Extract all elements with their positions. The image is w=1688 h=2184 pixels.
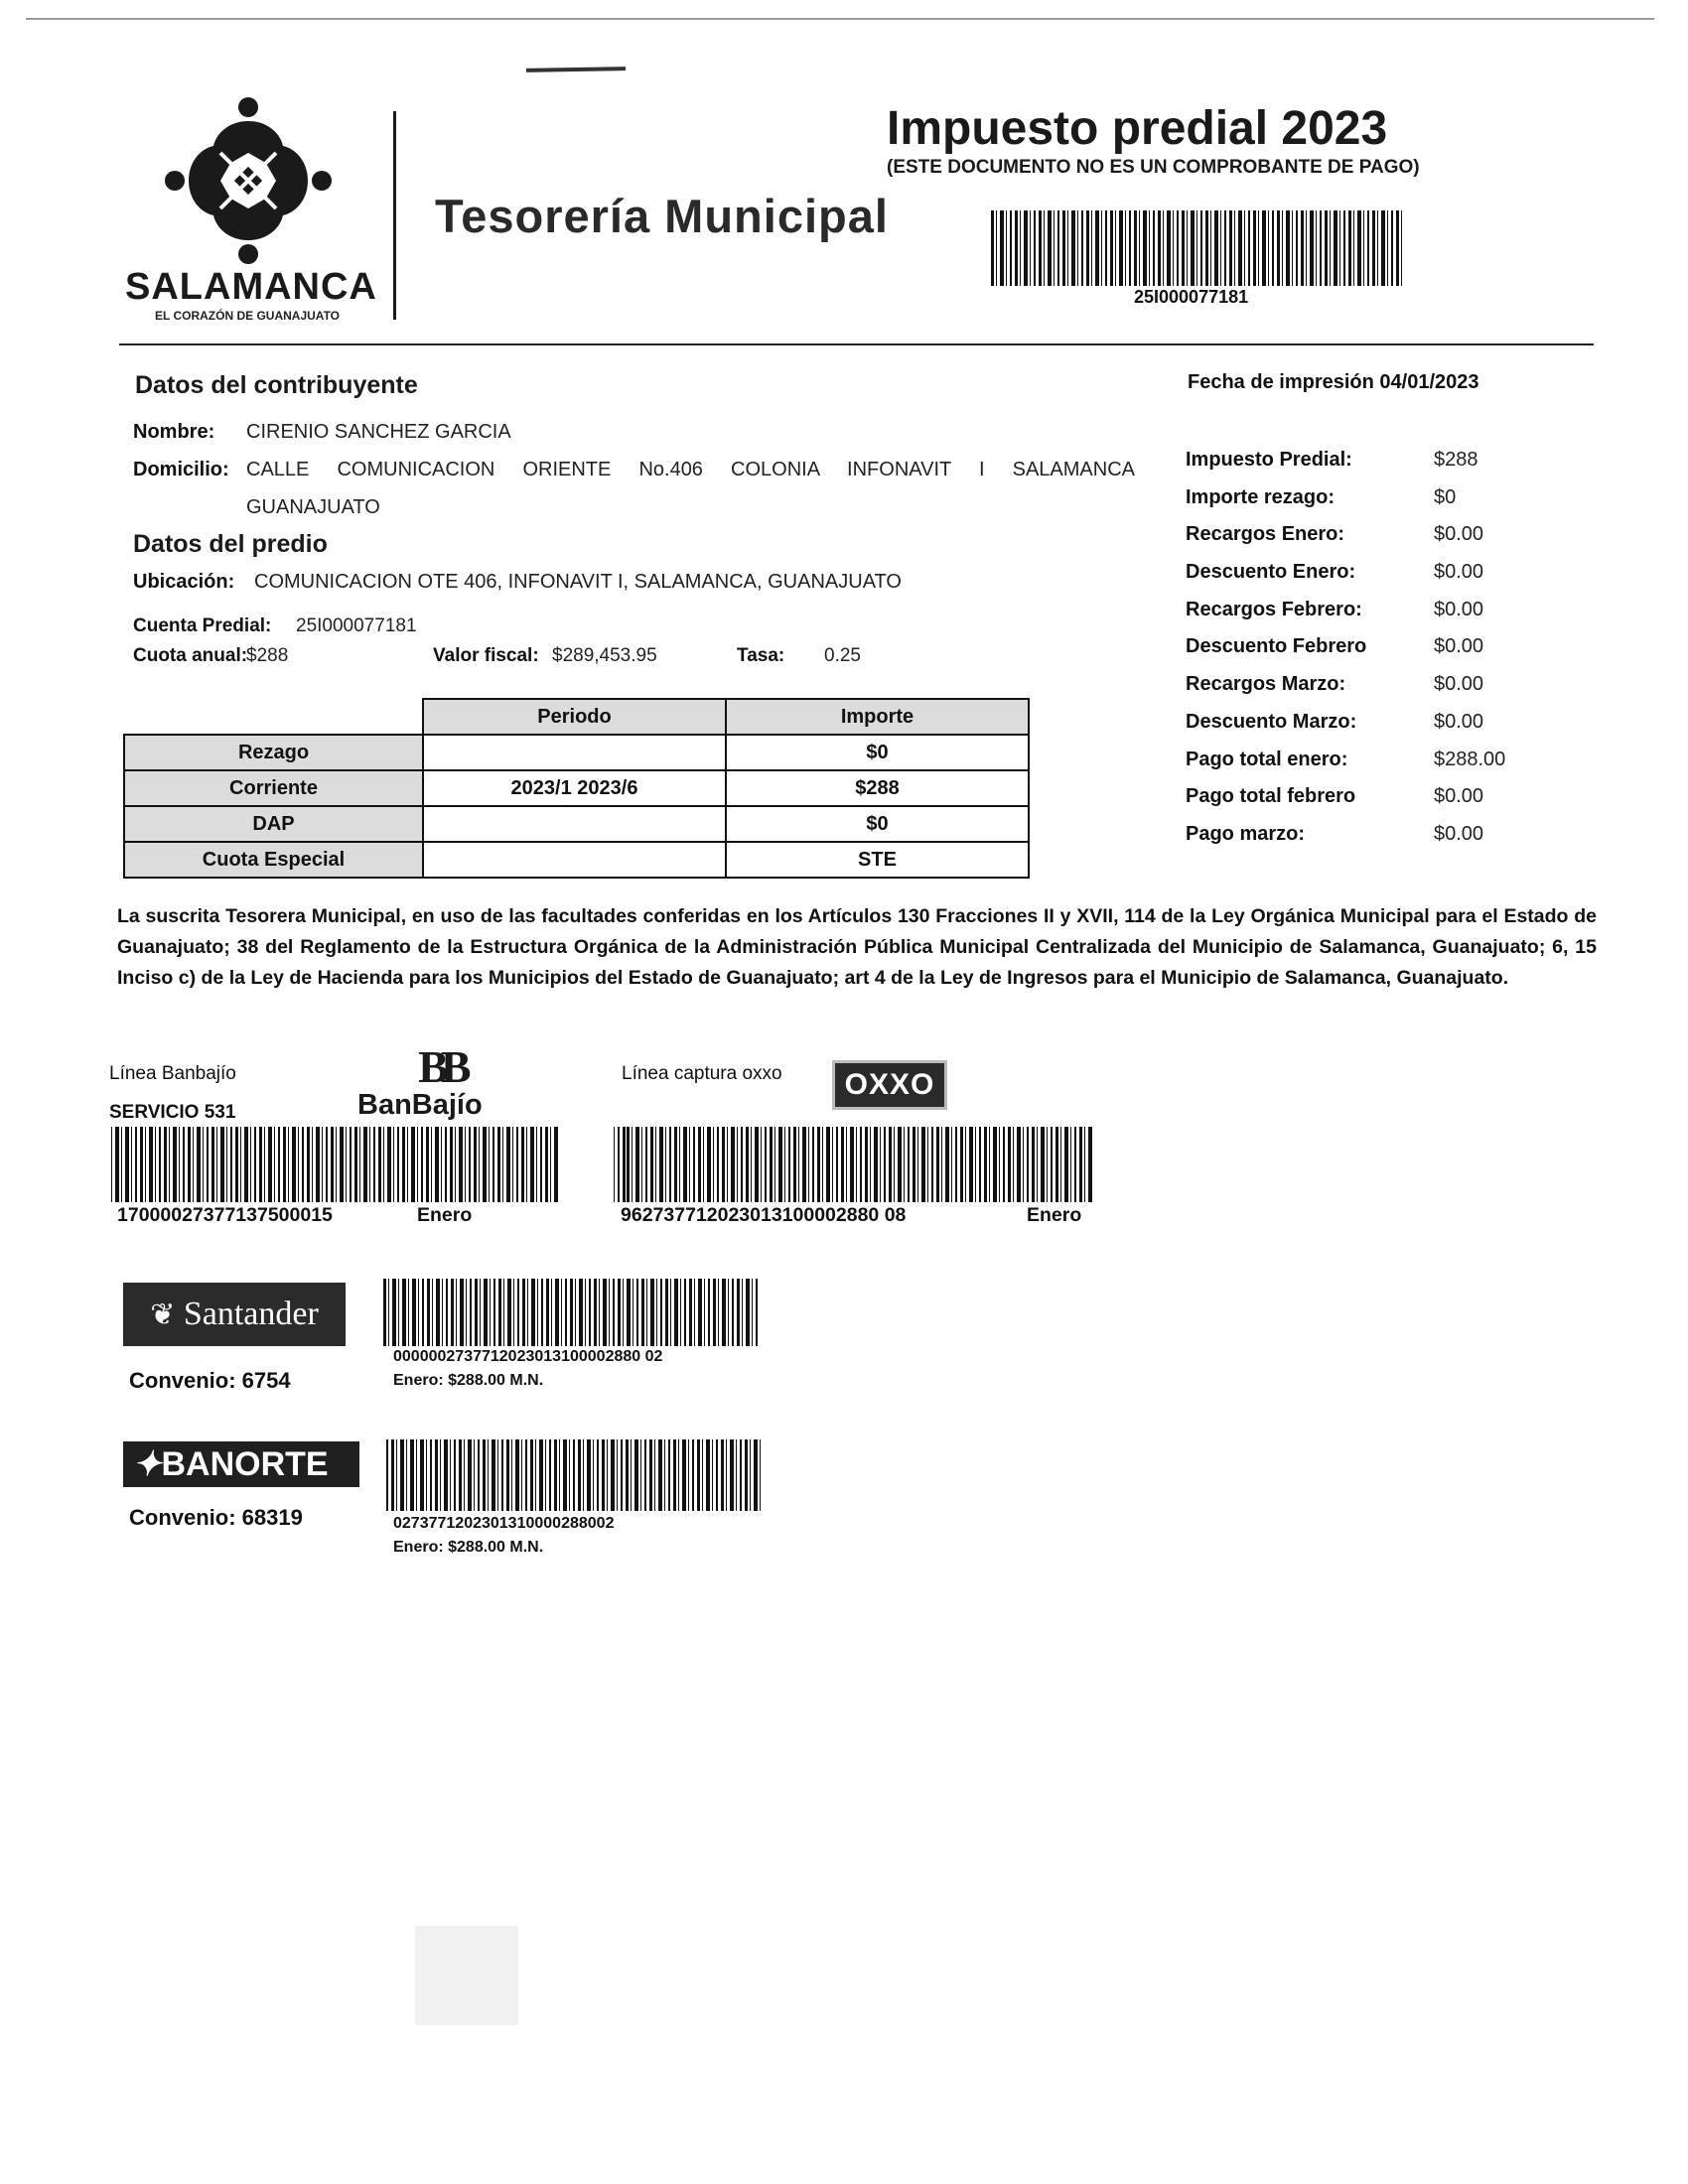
table-header-periodo: Periodo (423, 699, 726, 735)
predio-heading: Datos del predio (133, 530, 328, 558)
periodo-table (123, 698, 1030, 879)
city-name: SALAMANCA (125, 266, 377, 308)
account-barcode (991, 210, 1403, 286)
header-divider (393, 111, 396, 320)
resumen-value: $0 (1434, 485, 1457, 508)
city-subtitle: EL CORAZÓN DE GUANAJUATO (155, 309, 341, 323)
banorte-convenio: Convenio: 68319 (129, 1505, 303, 1530)
oxxo-label: Línea captura oxxo (622, 1063, 782, 1084)
resumen-item (1186, 599, 1583, 636)
resumen-item (1186, 523, 1583, 561)
table-row (124, 806, 1029, 842)
santander-logo-text: Santander (183, 1296, 319, 1332)
account-barcode-number: 25I000077181 (1134, 287, 1249, 307)
oxxo-number: 962737712023013100002880 08 (621, 1204, 907, 1226)
row-importe: $288 (726, 770, 1029, 806)
resumen-value: $0.00 (1434, 561, 1484, 584)
legal-text: La suscrita Tesorera Municipal, en uso de las facultades conferidas en los Artículos 130 Fracciones II y XVII, 114 de la Ley Orgánica Municipal para el Estado de Guanajuato; 38 del Reglamento de la Estructura Orgánica de la Administración Pública Municipal Centralizada del Municipio de Salamanca, Guanajuato; 6, 15 Inciso c) de la Ley de Hacienda para los Municipios del Estado de Guanajuato; art 4 de la Ley de Ingresos para el Municipio de Salamanca, Guanajuato. (117, 905, 1597, 989)
row-periodo (423, 842, 726, 878)
banorte-amount: Enero: $288.00 M.N. (393, 1539, 544, 1556)
oxxo-logo-icon: OXXO (832, 1060, 947, 1110)
resumen-label: Importe rezago: (1186, 485, 1336, 508)
cuenta-value: 25I000077181 (296, 615, 417, 636)
banbajio-servicio: SERVICIO 531 (109, 1102, 236, 1123)
resumen-item (1186, 785, 1583, 823)
resumen-value: $0.00 (1434, 523, 1484, 546)
document-title: Impuesto predial 2023 (887, 102, 1388, 155)
resumen-value: $0.00 (1434, 785, 1484, 808)
resumen-label: Pago marzo: (1186, 822, 1306, 845)
row-importe: $0 (726, 735, 1029, 770)
table-corner (124, 699, 423, 735)
resumen-label: Descuento Marzo: (1186, 710, 1357, 733)
tasa-value: 0.25 (824, 645, 861, 666)
row-importe: $0 (726, 806, 1029, 842)
scan-smudge (526, 67, 626, 72)
banbajio-label: Línea Banbajío (109, 1063, 236, 1084)
santander-convenio: Convenio: 6754 (129, 1368, 291, 1393)
row-periodo (423, 735, 726, 770)
document-subtitle: (ESTE DOCUMENTO NO ES UN COMPROBANTE DE PAGO) (887, 157, 1420, 178)
resumen-value: $288 (1434, 449, 1478, 471)
table-header-row (124, 699, 1029, 735)
resumen-label: Pago total enero: (1186, 748, 1348, 770)
header-rule (119, 343, 1594, 345)
valor-fiscal-label: Valor fiscal: (433, 645, 539, 666)
row-concepto: Corriente (124, 770, 423, 806)
cuota-value: $288 (246, 645, 289, 666)
table-row (124, 735, 1029, 770)
oxxo-month: Enero (1027, 1204, 1082, 1226)
resumen-item (1186, 635, 1583, 673)
resumen-value: $0.00 (1434, 673, 1484, 696)
scan-edge-line (26, 18, 1654, 20)
banorte-barcode (383, 1439, 761, 1511)
resumen-label: Pago total febrero (1186, 785, 1356, 808)
tasa-label: Tasa: (737, 645, 785, 666)
resumen-item (1186, 449, 1583, 486)
row-importe: STE (726, 842, 1029, 878)
banorte-logo-icon: ✦BANORTE (123, 1441, 359, 1487)
resumen-label: Recargos Marzo: (1186, 673, 1346, 696)
banbajio-month: Enero (417, 1204, 473, 1226)
resumen-value: $0.00 (1434, 822, 1484, 845)
banbajio-mark: BB (418, 1041, 464, 1092)
resumen-list (1186, 449, 1583, 861)
banbajio-logo-text: BanBajío (357, 1089, 483, 1121)
domicilio-value-line1: CALLE COMUNICACION ORIENTE No.406 COLONIA INFONAVIT I SALAMANCA (246, 459, 1135, 480)
row-concepto: Rezago (124, 735, 423, 770)
nombre-label: Nombre: (133, 421, 215, 443)
santander-logo-icon: ❦ Santander (123, 1283, 346, 1346)
santander-amount: Enero: $288.00 M.N. (393, 1372, 544, 1389)
resumen-value: $288.00 (1434, 748, 1506, 770)
oxxo-barcode (613, 1127, 1093, 1202)
banorte-number: 0273771202301310000288002 (393, 1515, 615, 1532)
row-concepto: DAP (124, 806, 423, 842)
resumen-item (1186, 823, 1583, 861)
ubicacion-value: COMUNICACION OTE 406, INFONAVIT I, SALAMANCA, GUANAJUATO (254, 571, 902, 593)
salamanca-logo-icon (159, 91, 338, 270)
row-periodo (423, 806, 726, 842)
table-header-importe: Importe (726, 699, 1029, 735)
valor-fiscal-value: $289,453.95 (552, 645, 657, 666)
banbajio-logo-icon (357, 1041, 483, 1122)
table-row (124, 842, 1029, 878)
resumen-value: $0.00 (1434, 635, 1484, 658)
row-concepto: Cuota Especial (124, 842, 423, 878)
nombre-value: CIRENIO SANCHEZ GARCIA (246, 421, 511, 443)
fecha-impresion: Fecha de impresión 04/01/2023 (1188, 371, 1479, 393)
resumen-label: Descuento Febrero (1186, 635, 1367, 658)
resumen-item (1186, 749, 1583, 786)
resumen-label: Recargos Febrero: (1186, 598, 1362, 620)
cuota-label: Cuota anual: (133, 645, 248, 666)
resumen-item (1186, 673, 1583, 711)
resumen-value: $0.00 (1434, 710, 1484, 733)
domicilio-value-line2: GUANAJUATO (246, 496, 380, 518)
department-name: Tesorería Municipal (435, 190, 889, 242)
show-through-mark (415, 1926, 518, 2025)
banbajio-number: 17000027377137500015 (117, 1204, 333, 1226)
banorte-logo-text: BANORTE (161, 1445, 329, 1483)
domicilio-label: Domicilio: (133, 459, 229, 480)
resumen-item (1186, 711, 1583, 749)
contribuyente-heading: Datos del contribuyente (135, 371, 418, 399)
santander-number: 0000002737712023013100002880 02 (393, 1348, 663, 1365)
cuenta-label: Cuenta Predial: (133, 615, 272, 636)
resumen-label: Recargos Enero: (1186, 523, 1345, 546)
resumen-value: $0.00 (1434, 598, 1484, 620)
resumen-item (1186, 486, 1583, 524)
row-periodo: 2023/1 2023/6 (423, 770, 726, 806)
resumen-label: Descuento Enero: (1186, 561, 1356, 584)
resumen-item (1186, 561, 1583, 599)
santander-barcode (382, 1279, 760, 1346)
ubicacion-label: Ubicación: (133, 571, 235, 593)
table-row (124, 770, 1029, 806)
banbajio-barcode (109, 1127, 558, 1202)
resumen-label: Impuesto Predial: (1186, 449, 1352, 471)
